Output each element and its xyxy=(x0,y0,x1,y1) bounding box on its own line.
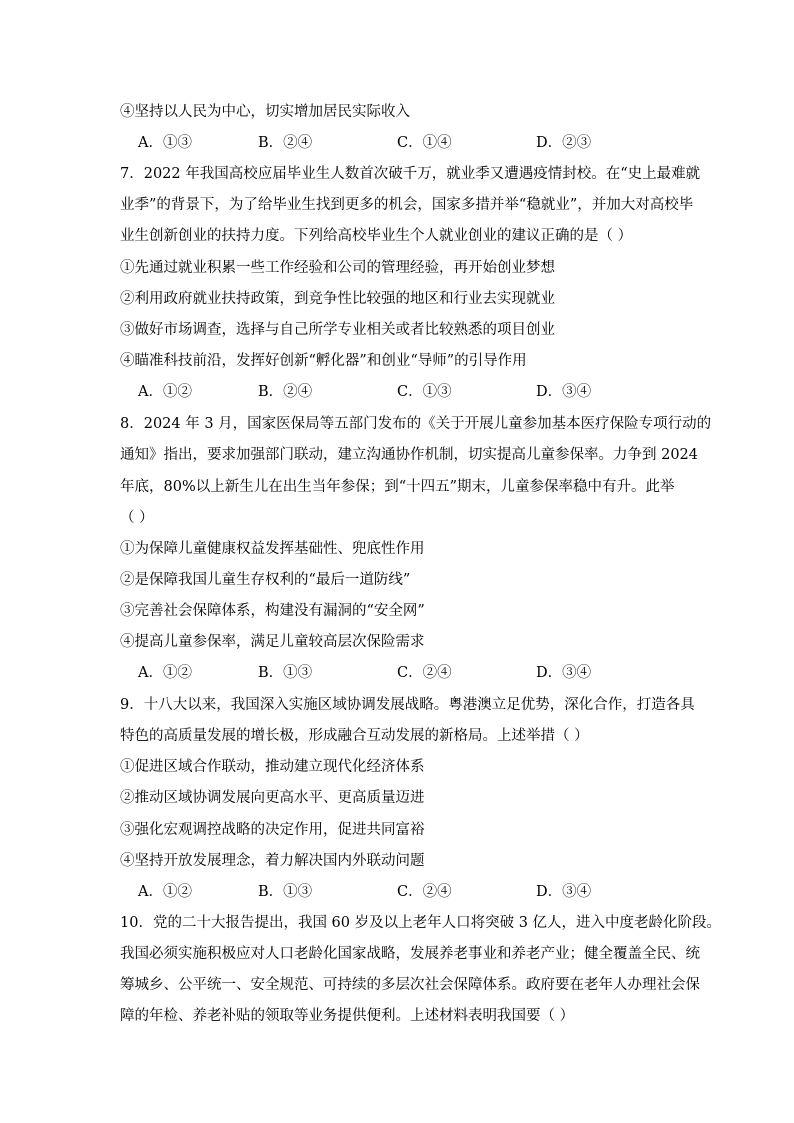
q8-statement-1: ①为保障儿童健康权益发挥基础性、兜底性作用 xyxy=(120,541,425,557)
q6-option-a: A．①③ xyxy=(138,135,192,151)
q7-option-b: B．②④ xyxy=(258,384,313,400)
q8-option-c: C．②④ xyxy=(397,665,452,681)
q10-stem-line-3: 筹城乡、公平统一、安全规范、可持续的多层次社会保障体系。政府要在老年人办理社会保 xyxy=(120,977,700,993)
q7-option-d: D．③④ xyxy=(536,384,592,400)
q6-options xyxy=(138,133,678,153)
q9-stem-line-1: 9．十八大以来，我国深入实施区域协调发展战略。粤港澳立足优势，深化合作，打造各具 xyxy=(120,697,695,713)
q8-option-a: A．①② xyxy=(138,665,192,681)
q8-stem-line-2: 通知》指出，要求加强部门联动，建立沟通协作机制，切实提高儿童参保率。力争到 2024 xyxy=(120,447,699,463)
q8-options xyxy=(138,663,678,683)
q9-statement-3: ③强化宏观调控战略的决定作用，促进共同富裕 xyxy=(120,822,425,838)
q6-option-c: C．①④ xyxy=(397,135,452,151)
q9-option-d: D．③④ xyxy=(536,884,592,900)
q9-statement-1: ①促进区域合作联动，推动建立现代化经济体系 xyxy=(120,759,425,775)
q7-stem-line-3: 业生创新创业的扶持力度。下列给高校毕业生个人就业创业的建议正确的是（ ） xyxy=(120,228,633,244)
q7-statement-4: ④瞄准科技前沿，发挥好创新“孵化器”和创业“导师”的引导作用 xyxy=(120,353,527,369)
q8-statement-2: ②是保障我国儿童生存权利的“最后一道防线” xyxy=(120,572,411,588)
q7-options xyxy=(138,382,678,402)
q8-option-d: D．③④ xyxy=(536,665,592,681)
q7-option-c: C．①③ xyxy=(397,384,452,400)
q7-stem-line-1: 7．2022 年我国高校应届毕业生人数首次破千万，就业季又遭遇疫情封校。在“史上最难就 xyxy=(120,166,701,182)
q7-statement-2: ②利用政府就业扶持政策，到竞争性比较强的地区和行业去实现就业 xyxy=(120,291,555,307)
q9-statement-2: ②推动区域协调发展向更高水平、更高质量迈进 xyxy=(120,790,425,806)
q8-option-b: B．①③ xyxy=(258,665,313,681)
q10-stem-line-4: 障的年检、养老补贴的领取等业务提供便利。上述材料表明我国要（ ） xyxy=(120,1008,575,1024)
q9-options xyxy=(138,882,678,902)
q9-option-c: C．②④ xyxy=(397,884,452,900)
q7-statement-1: ①先通过就业积累一些工作经验和公司的管理经验，再开始创业梦想 xyxy=(120,260,555,276)
q8-stem-line-3: 年底，80%以上新生儿在出生当年参保；到“十四五”期末，儿童参保率稳中有升。此举 xyxy=(120,479,675,495)
q9-option-a: A．①② xyxy=(138,884,192,900)
q8-statement-4: ④提高儿童参保率，满足儿童较高层次保险需求 xyxy=(120,634,425,650)
q9-stem-line-2: 特色的高质量发展的增长极，形成融合互动发展的新格局。上述举措（ ） xyxy=(120,728,589,744)
q6-statement-4: ④坚持以人民为中心，切实增加居民实际收入 xyxy=(120,104,410,120)
q6-option-d: D．②③ xyxy=(536,135,592,151)
q7-statement-3: ③做好市场调查，选择与自己所学专业相关或者比较熟悉的项目创业 xyxy=(120,322,555,338)
q10-stem-line-2: 我国必须实施积极应对人口老龄化国家战略，发展养老事业和养老产业；健全覆盖全民、统 xyxy=(120,946,700,962)
q10-stem-line-1: 10．党的二十大报告提出，我国 60 岁及以上老年人口将突破 3 亿人，进入中度老龄化阶段。 xyxy=(120,915,722,931)
q8-stem-line-1: 8．2024 年 3 月，国家医保局等五部门发布的《关于开展儿童参加基本医疗保险专项行动的 xyxy=(120,416,712,432)
q9-option-b: B．①③ xyxy=(258,884,313,900)
q9-statement-4: ④坚持开放发展理念，着力解决国内外联动问题 xyxy=(120,853,425,869)
q8-statement-3: ③完善社会保障体系，构建没有漏洞的“安全网” xyxy=(120,603,425,619)
q6-option-b: B．②④ xyxy=(258,135,313,151)
q8-answer-blank: （ ） xyxy=(120,510,154,526)
q7-option-a: A．①② xyxy=(138,384,192,400)
q7-stem-line-2: 业季”的背景下，为了给毕业生找到更多的机会，国家多措并举“稳就业”，并加大对高校毕 xyxy=(120,197,694,213)
